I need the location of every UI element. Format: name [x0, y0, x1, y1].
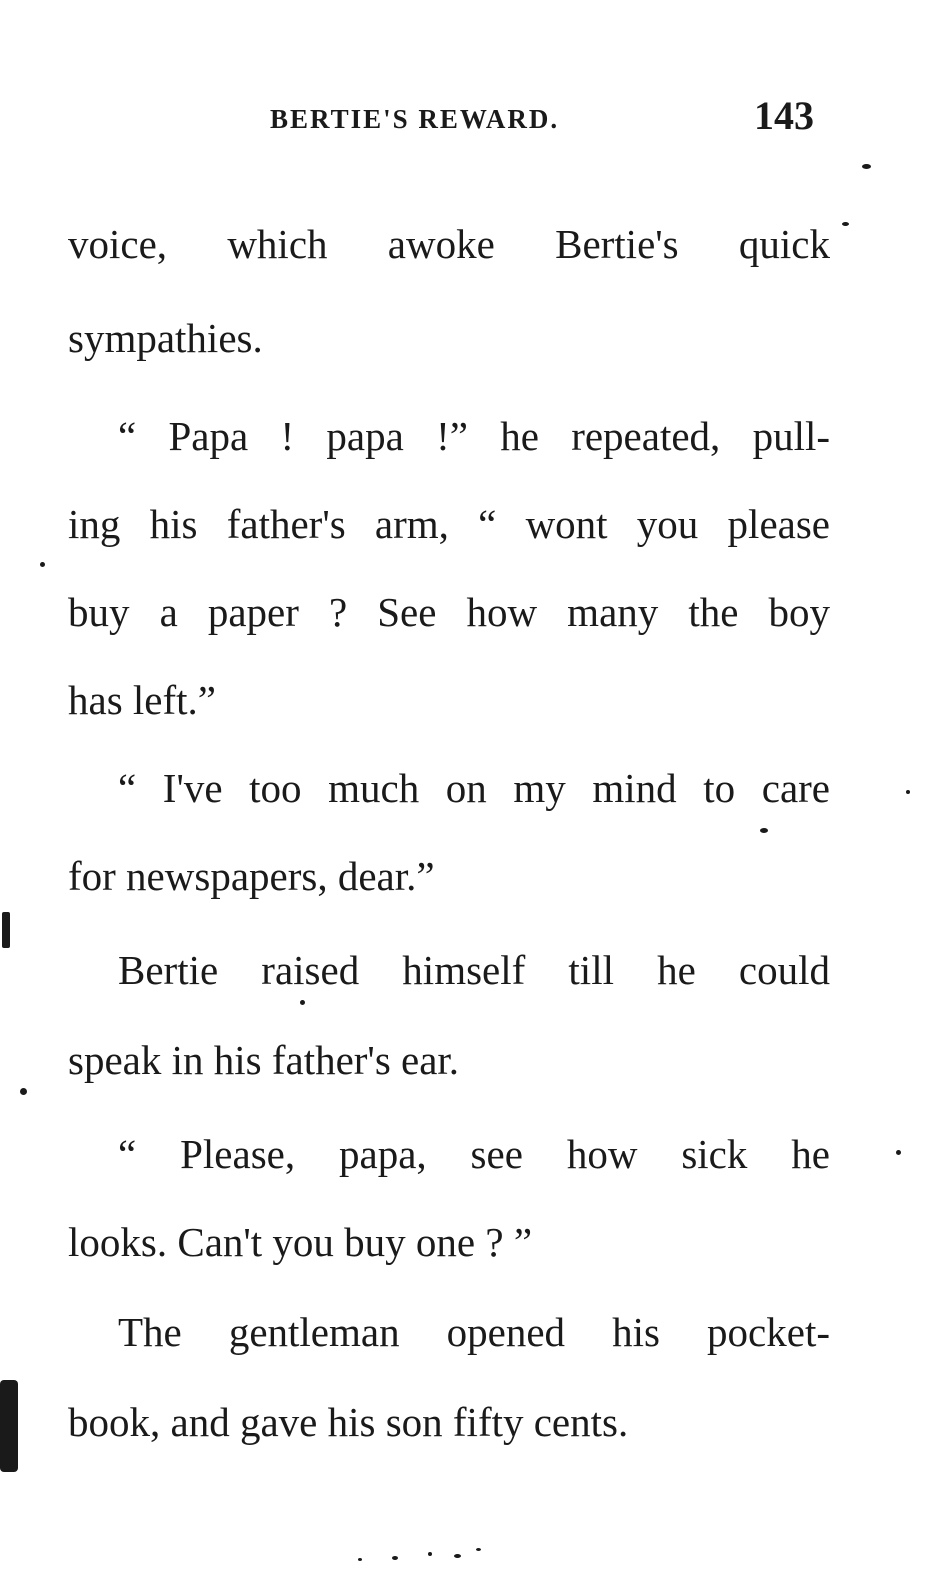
text-line: “ Papa ! papa !” he repeated, pull-: [118, 413, 830, 459]
text-line: sympathies.: [68, 315, 263, 361]
text-line: has left.”: [68, 677, 216, 723]
scan-speck: [862, 164, 871, 169]
scan-speck: [300, 1000, 305, 1005]
text-line: “ Please, papa, see how sick he: [118, 1131, 830, 1177]
text-line: for newspapers, dear.”: [68, 853, 435, 899]
text-line: voice, which awoke Bertie's quick: [68, 221, 830, 267]
scan-speck: [358, 1558, 362, 1561]
text-line: ing his father's arm, “ wont you please: [68, 501, 830, 547]
scan-speck: [906, 790, 910, 794]
scan-speck: [392, 1556, 398, 1560]
scan-speck: [20, 1088, 27, 1095]
scan-speck: [454, 1554, 461, 1558]
scan-speck: [428, 1552, 432, 1556]
scan-speck: [842, 222, 849, 226]
text-line: “ I've too much on my mind to care: [118, 765, 830, 811]
text-line: buy a paper ? See how many the boy: [68, 589, 830, 635]
page-number: 143: [754, 93, 814, 138]
text-line: looks. Can't you buy one ? ”: [68, 1219, 533, 1265]
text-line: speak in his father's ear.: [68, 1037, 460, 1083]
scan-speck: [476, 1548, 481, 1551]
running-title: BERTIE'S REWARD.: [270, 104, 560, 134]
scan-speck: [2, 912, 10, 948]
text-line: book, and gave his son fifty cents.: [68, 1399, 629, 1445]
text-line: The gentleman opened his pocket-: [118, 1309, 830, 1355]
scan-speck: [40, 562, 45, 567]
text-line: Bertie raised himself till he could: [118, 947, 830, 993]
scan-speck: [896, 1150, 901, 1155]
scan-speck: [0, 1380, 18, 1472]
scan-speck: [760, 828, 768, 833]
